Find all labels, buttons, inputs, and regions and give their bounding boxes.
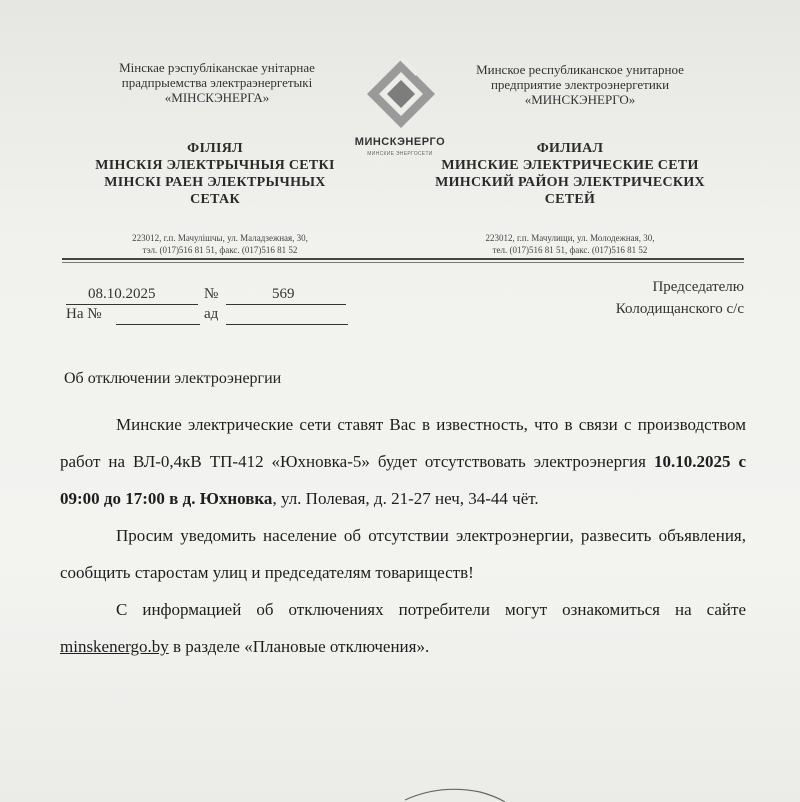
right-org-name [445, 62, 715, 107]
right-address [440, 232, 700, 256]
right-org-line: «МИНСКЭНЕРГО» [524, 92, 636, 107]
header-rule-thin [62, 262, 744, 263]
right-org-line: Минское республиканское унитарное [476, 62, 684, 77]
p1-text-a: Минские электрические сети ставят Вас в известность, что в связи с производством работ на ВЛ-0,4кВ ТП-412 «Юхновка-5» будет отсутствовать электроэнергия [60, 415, 746, 471]
left-address-line: тэл. (017)516 81 51, факс. (017)516 81 52 [142, 245, 298, 255]
p3-text-a: С информацией об отключениях потребители могут ознакомиться на сайте [116, 600, 746, 619]
right-branch-line: МИНСКИЙ РАЙОН ЭЛЕКТРИЧЕСКИХ [435, 175, 705, 190]
body-paragraph-2: Просим уведомить население об отсутствии электроэнергии, развесить объявления, сообщить старостам улиц и председателям товариществ! [60, 526, 746, 582]
left-branch-line: МІНСКІ РАЕН ЭЛЕКТРЫЧНЫХ [104, 175, 326, 190]
letter-subject: Об отключении электроэнергии [64, 370, 282, 387]
p1-text-b: , ул. Полевая, д. 21-27 неч, 34-44 чёт. [272, 489, 539, 508]
logo-subtext: МИНСКИЕ ЭНЕРГОСЕТИ [367, 151, 433, 157]
number-underline [226, 304, 346, 305]
on-number-underline [116, 324, 200, 325]
left-address-line: 223012, г.п. Мачулішчы, ул. Маладзежная, 30, [132, 233, 308, 243]
body-paragraph-3 [60, 591, 746, 665]
left-address [90, 232, 350, 256]
recipient-line: Колодищанского с/с [615, 301, 744, 317]
right-branch-name [400, 140, 740, 208]
left-org-line: прадпрыемства электраэнергетыкі [121, 75, 313, 90]
letter-date: 08.10.2025 [88, 286, 156, 302]
on-number-label: На № [66, 306, 102, 322]
number-label: № [204, 286, 219, 302]
left-branch-line: СЕТАК [190, 192, 240, 207]
recipient [520, 276, 744, 320]
right-branch-line: МИНСКИЕ ЭЛЕКТРИЧЕСКИЕ СЕТИ [441, 158, 699, 173]
logo-wordmark: МИНСКЭНЕРГО [354, 136, 446, 148]
left-branch-line: ФІЛІЯЛ [187, 141, 243, 156]
header-rule [62, 258, 744, 260]
left-branch-line: МІНСКІЯ ЭЛЕКТРЫЧНЫЯ СЕТКІ [95, 158, 335, 173]
from-underline [226, 324, 348, 325]
right-address-line: 223012, г.п. Мачулищи, ул. Молодежная, 30, [485, 233, 655, 243]
letter-body [60, 406, 746, 665]
right-address-line: тел. (017)516 81 51, факс. (017)516 81 52 [492, 245, 648, 255]
website-link[interactable]: minskenergo.by [60, 637, 169, 656]
left-org-name [82, 60, 352, 105]
letter-number: 569 [272, 286, 295, 302]
body-paragraph-1 [60, 406, 746, 517]
left-org-line: Мінскае рэспубліканскае унітарнае [119, 60, 315, 75]
signature-stroke-icon [400, 782, 510, 802]
right-branch-line: ФИЛИАЛ [536, 141, 604, 156]
left-branch-name [60, 140, 370, 208]
p3-text-b: в разделе «Плановые отключения». [168, 637, 430, 656]
minskenergo-logo-icon [362, 58, 440, 128]
right-org-line: предприятие электроэнергетики [490, 77, 670, 92]
date-underline [66, 304, 198, 305]
recipient-line: Председателю [652, 279, 744, 295]
from-label: ад [204, 306, 219, 322]
left-org-line: «МІНСКЭНЕРГА» [164, 90, 270, 105]
p1-outage-time: 10.10.2025 с 09:00 до 17:00 в д. Юхновка [60, 452, 747, 508]
right-branch-line: СЕТЕЙ [544, 192, 596, 207]
